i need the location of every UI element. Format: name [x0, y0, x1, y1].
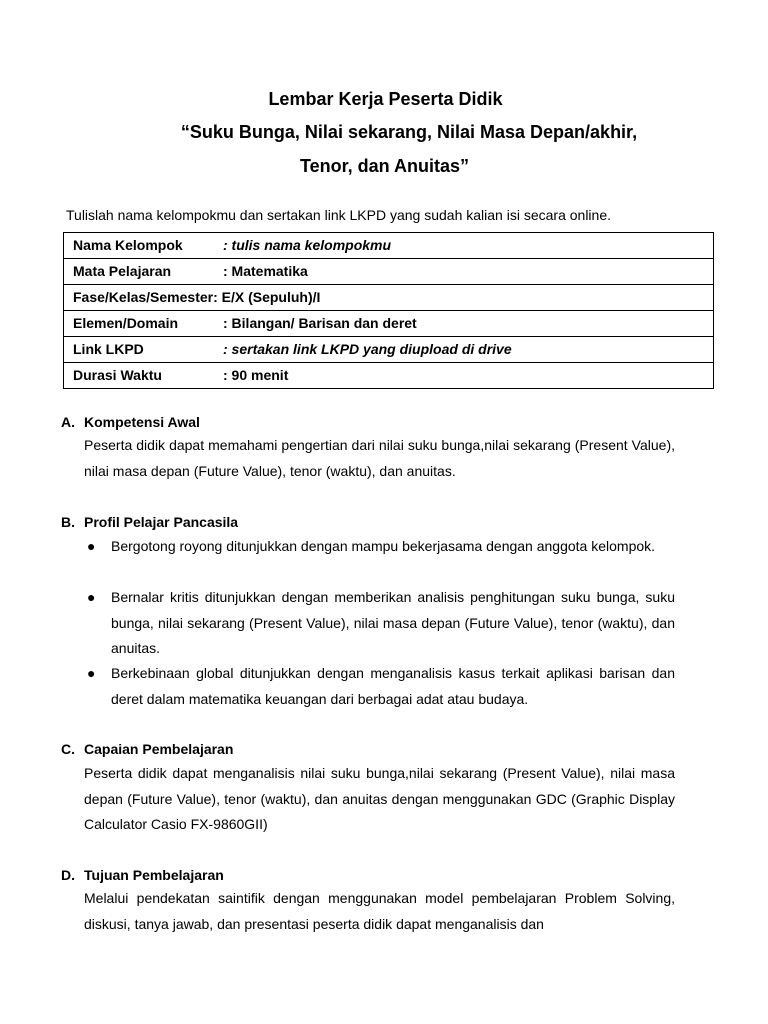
section-letter: B.: [61, 514, 75, 530]
row-value: : tulis nama kelompokmu: [223, 237, 392, 253]
row-value: : 90 menit: [223, 367, 289, 383]
table-row: [64, 363, 714, 389]
table-row: [64, 259, 714, 285]
section-title: Tujuan Pembelajaran: [84, 867, 224, 883]
bullet-text: Bergotong royong ditunjukkan dengan mampu bekerjasama dengan anggota kelompok.: [111, 538, 656, 554]
row-value: : Matematika: [223, 263, 308, 279]
bullet-icon: ●: [87, 665, 96, 681]
table-row: [64, 337, 714, 363]
section-letter: C.: [61, 741, 75, 757]
intro-instruction: Tulislah nama kelompokmu dan sertakan link LKPD yang sudah kalian isi secara online.: [66, 207, 611, 223]
row-label: Durasi Waktu: [73, 367, 162, 383]
row-full-text: Fase/Kelas/Semester: E/X (Sepuluh)/I: [73, 289, 321, 305]
section-heading-c: [61, 740, 233, 758]
table-row: [64, 233, 714, 259]
row-label: Mata Pelajaran: [73, 263, 172, 279]
section-letter: D.: [61, 867, 75, 883]
section-title: Profil Pelajar Pancasila: [84, 514, 239, 530]
section-heading-d: [61, 866, 224, 884]
info-table: [63, 232, 714, 389]
table-row: [64, 311, 714, 337]
section-heading-b: [61, 513, 238, 531]
section-title: Kompetensi Awal: [84, 414, 200, 430]
section-title: Capaian Pembelajaran: [84, 741, 234, 757]
row-label: Nama Kelompok: [73, 237, 183, 253]
title-line-3: Tenor, dan Anuitas”: [299, 156, 469, 176]
section-letter: A.: [61, 414, 75, 430]
row-value: : sertakan link LKPD yang diupload di drive: [223, 341, 512, 357]
title-line-1: Lembar Kerja Peserta Didik: [268, 89, 503, 109]
row-label: Elemen/Domain: [73, 315, 179, 331]
bullet-text: Berkebinaan global ditunjukkan dengan menganalisis kasus terkait aplikasi barisan dan deret dalam matematika keuangan dari berbagai adat atau budaya.: [111, 665, 675, 707]
section-d-text: Melalui pendekatan saintifik dengan menggunakan model pembelajaran Problem Solving, diskusi, tanya jawab, dan presentasi peserta didik dapat menganalisis dan: [84, 890, 675, 932]
bullet-icon: ●: [87, 538, 96, 554]
bullet-text: Bernalar kritis ditunjukkan dengan memberikan analisis penghitungan suku bunga, suku bunga, nilai sekarang (Present Value), nilai masa depan (Future Value), tenor (waktu), dan anuitas.: [111, 589, 675, 656]
section-a-text: Peserta didik dapat memahami pengertian dari nilai suku bunga,nilai sekarang (Present Value), nilai masa depan (Future Value), tenor (waktu), dan anuitas.: [84, 437, 675, 479]
row-value: : Bilangan/ Barisan dan deret: [223, 315, 417, 331]
table-row: [64, 285, 714, 311]
row-label: Link LKPD: [73, 341, 144, 357]
title-line-2: “Suku Bunga, Nilai sekarang, Nilai Masa Depan/akhir,: [180, 122, 638, 142]
section-heading-a: [61, 413, 200, 431]
bullet-icon: ●: [87, 589, 96, 605]
section-c-text: Peserta didik dapat menganalisis nilai suku bunga,nilai sekarang (Present Value), nilai masa depan (Future Value), tenor (waktu), dan anuitas dengan menggunakan GDC (Graphic Display Calculator Casio FX-9860GII): [84, 765, 675, 832]
